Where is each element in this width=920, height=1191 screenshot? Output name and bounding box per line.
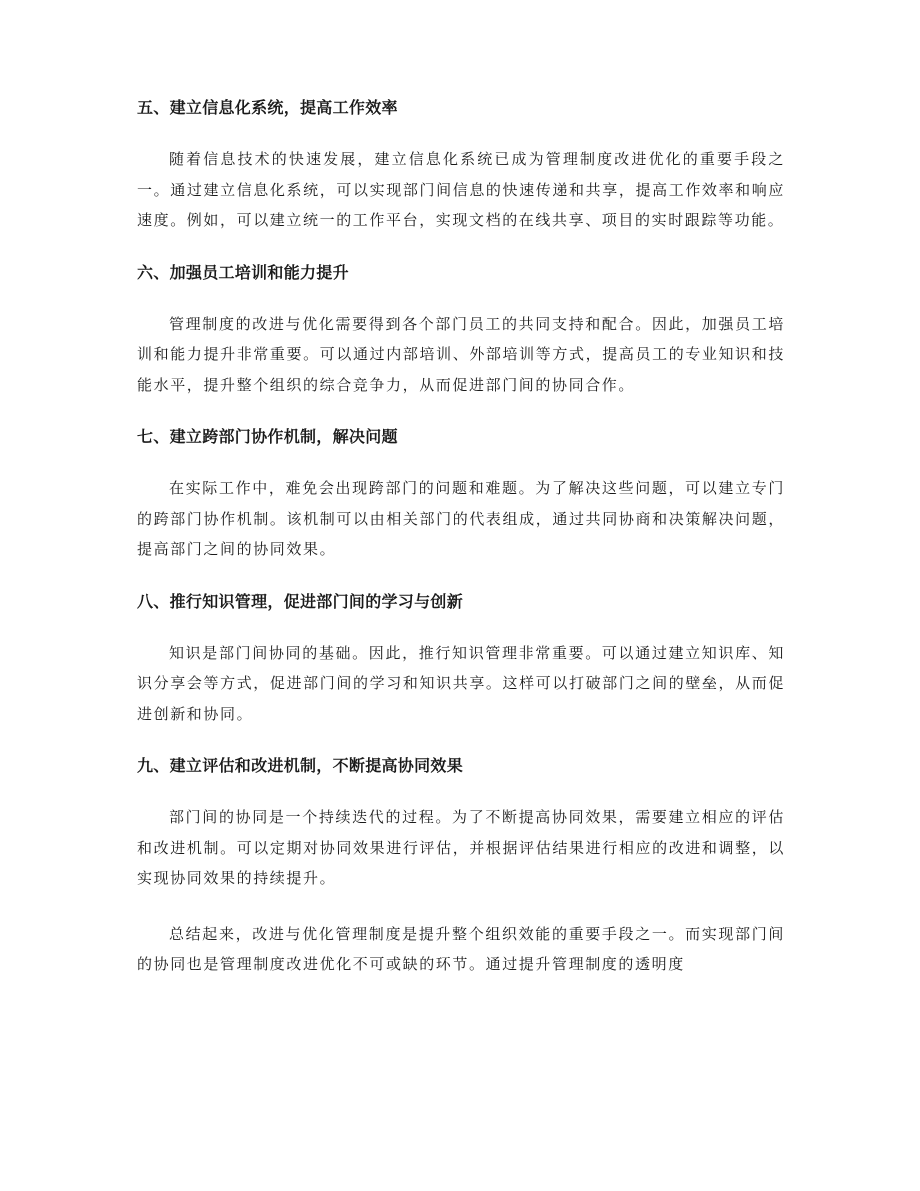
document-page [137,96,785,980]
section-paragraph: 部门间的协同是一个持续迭代的过程。为了不断提高协同效果，需要建立相应的评估和改进机制。可以定期对协同效果进行评估，并根据评估结果进行相应的改进和调整，以实现协同效果的持续提升。 [137,808,785,887]
section-7 [137,425,785,565]
section-paragraph: 随着信息技术的快速发展，建立信息化系统已成为管理制度改进优化的重要手段之一。通过建立信息化系统，可以实现部门间信息的快速传递和共享，提高工作效率和响应速度。例如，可以建立统一的工作平台，实现文档的在线共享、项目的实时跟踪等功能。 [137,150,785,229]
section-paragraph: 管理制度的改进与优化需要得到各个部门员工的共同支持和配合。因此，加强员工培训和能力提升非常重要。可以通过内部培训、外部培训等方式，提高员工的专业知识和技能水平，提升整个组织的综合竞争力，从而促进部门间的协同合作。 [137,314,785,394]
section-paragraph: 在实际工作中，难免会出现跨部门的问题和难题。为了解决这些问题，可以建立专门的跨部门协作机制。该机制可以由相关部门的代表组成，通过共同协商和决策解决问题，提高部门之间的协同效果。 [137,479,785,558]
section-6 [137,261,785,401]
conclusion-paragraph: 总结起来，改进与优化管理制度是提升整个组织效能的重要手段之一。而实现部门间的协同也是管理制度改进优化不可或缺的环节。通过提升管理制度的透明度 [137,924,785,973]
section-heading: 五、建立信息化系统，提高工作效率 [137,98,398,117]
section-heading: 九、建立评估和改进机制，不断提高协同效果 [137,756,464,775]
section-5 [137,96,785,236]
section-heading: 六、加强员工培训和能力提升 [137,262,349,282]
section-heading: 七、建立跨部门协作机制，解决问题 [137,427,398,446]
section-heading: 八、推行知识管理，促进部门间的学习与创新 [137,591,464,611]
section-8 [137,590,785,730]
section-paragraph: 知识是部门间协同的基础。因此，推行知识管理非常重要。可以通过建立知识库、知识分享会等方式，促进部门间的学习和知识共享。这样可以打破部门之间的壁垒，从而促进创新和协同。 [137,643,785,723]
section-9 [137,754,785,894]
